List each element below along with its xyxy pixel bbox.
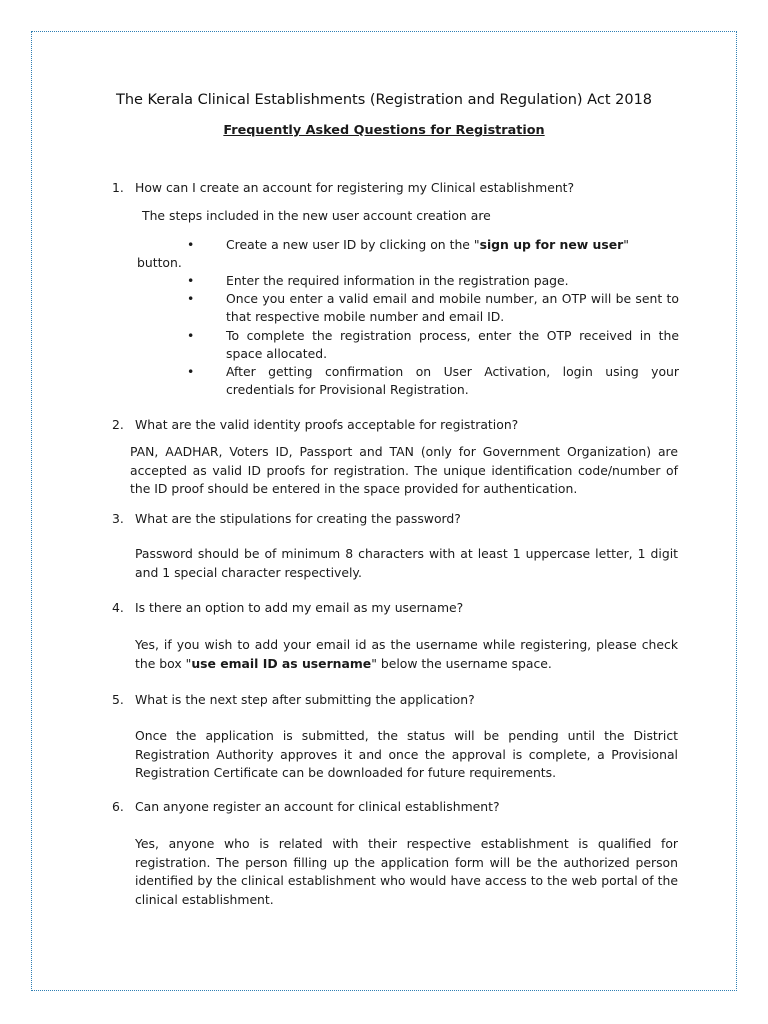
bullet-text: Enter the required information in the registration page.: [226, 273, 569, 288]
bullet-marker: •: [187, 237, 195, 252]
bullet-marker: •: [187, 291, 195, 306]
bullet-text: Once you enter a valid email and mobile number, an OTP will be sent to that respective mobile number and email ID.: [226, 291, 679, 325]
question-text: What are the stipulations for creating the password?: [135, 511, 461, 526]
question-text: What are the valid identity proofs acceptable for registration?: [135, 417, 519, 432]
question-number: 4.: [112, 600, 124, 615]
question-number: 1.: [112, 180, 124, 195]
faq-intro-1: The steps included in the new user account creation are: [142, 208, 491, 223]
question-text: What is the next step after submitting the application?: [135, 692, 475, 707]
bullet-marker: •: [187, 364, 195, 379]
bullet-continuation: button.: [137, 255, 182, 270]
faq-answer-3: Password should be of minimum 8 characters with at least 1 uppercase letter, 1 digit and 1 special character respectively.: [135, 546, 678, 580]
question-text: How can I create an account for registering my Clinical establishment?: [135, 180, 575, 195]
faq-answer-5: Once the application is submitted, the status will be pending until the District Registration Authority approves it and once the approval is complete, a Provisional Registration Certificate can be downloaded for future requirements.: [135, 728, 678, 780]
bold-phrase: sign up for new user: [479, 237, 624, 252]
bullet-marker: •: [187, 273, 195, 288]
bullet-text: Create a new user ID by clicking on the "sign up for new user": [226, 237, 629, 252]
question-number: 6.: [112, 799, 124, 814]
bullet-marker: •: [187, 328, 195, 343]
bold-phrase: use email ID as username: [191, 655, 372, 671]
faq-answer-6: Yes, anyone who is related with their respective establishment is qualified for registration. The person filling up the application form will be the authorized person identified by the clinical establishment who would have access to the web portal of the clinical establishment.: [135, 836, 678, 907]
page-subtitle: Frequently Asked Questions for Registration: [223, 123, 545, 138]
bullet-text: After getting confirmation on User Activation, login using your credentials for Provisional Registration.: [226, 364, 679, 398]
faq-answer-4: Yes, if you wish to add your email id as the username while registering, please check the box "use email ID as username" below the username space.: [135, 637, 678, 671]
question-number: 2.: [112, 417, 124, 432]
bullet-text: To complete the registration process, enter the OTP received in the space allocated.: [226, 328, 679, 362]
question-text: Is there an option to add my email as my username?: [135, 600, 464, 615]
question-number: 3.: [112, 511, 124, 526]
faq-answer-2: PAN, AADHAR, Voters ID, Passport and TAN (only for Government Organization) are accepted as valid ID proofs for registration. The unique identification code/number of the ID proof should be entered in the space provided for authentication.: [130, 444, 678, 496]
question-number: 5.: [112, 692, 124, 707]
page-title: The Kerala Clinical Establishments (Registration and Regulation) Act 2018: [115, 92, 653, 108]
question-text: Can anyone register an account for clinical establishment?: [135, 799, 500, 814]
document-page: [31, 31, 737, 991]
